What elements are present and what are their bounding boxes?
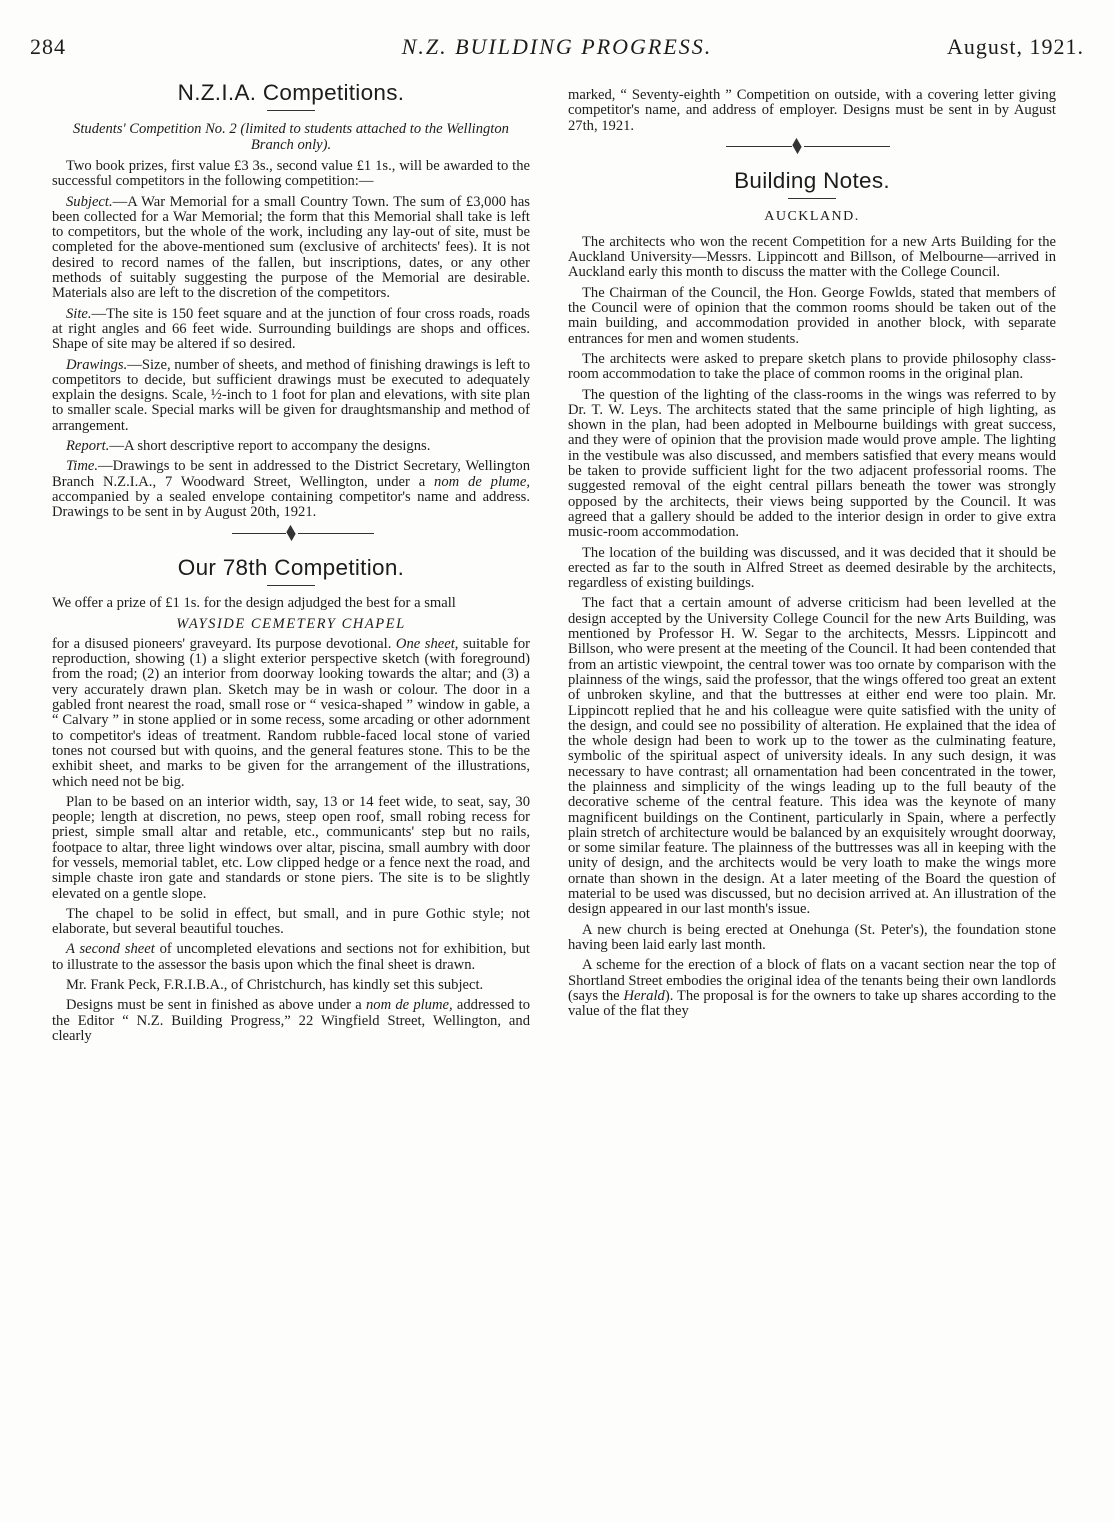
- subject-text: —A War Memorial for a small Country Town. The sum of £3,000 has been collected for a War Memorial; the form that this Memorial shall take is left to competitors, but the whole of the work, including any lay-out of site, must be completed for the above-mentioned sum (exclusive of architects' fees). It is not desired to record names of the fallen, but inscriptions, dates, or any other methods of suitably suggesting the purpose of the Memorial are desirable. Materials also are left to the discretion of the competitors.: [52, 193, 530, 302]
- herald-name: Herald: [623, 987, 665, 1004]
- competition-78-heading: Our 78th Competition.: [177, 554, 405, 580]
- competition-paragraph-6: [52, 998, 530, 1044]
- building-notes-heading: Building Notes.: [734, 167, 890, 193]
- time-label: Time.: [66, 458, 99, 475]
- nzia-site-paragraph: [52, 307, 530, 353]
- nzia-competitions-article: [52, 80, 530, 521]
- site-text: —The site is 150 feet square and at the junction of four cross roads, roads at right angles and 66 feet wide. Surrounding buildings are shops and offices. Shape of site may be altered if so desired.: [52, 305, 530, 353]
- section-divider: [52, 527, 530, 541]
- p8-text-b: ). The proposal is for the owners to take up shares according to the value of the flat they: [568, 987, 1056, 1020]
- notes-paragraph-4: The question of the lighting of the class-rooms in the wings was referred to by Dr. T. W. Leys. The architects stated that the same principle of high lighting, as shown in the plan, had been adopted in Melbourne buildings with great success, and they were of opinion that the provision made would prove ample. The lighting in the vestibule was also discussed, and members satisfied that every means would be taken to provide sufficient light for the two adjacent professorial rooms. The suggested removal of the eight central pillars beneath the tower was strongly opposed by the architects, their views being supported by the Council. It was agreed that a gallery should be added to the interior design in order to give extra music-room accommodation.: [568, 386, 1056, 541]
- notes-paragraph-8: [568, 958, 1056, 1019]
- competition-continued: marked, “ Seventy-eighth ” Competition on outside, with a covering letter giving competitor's name, and address of employer. Designs must be sent in by August 27th, 1921.: [568, 87, 1056, 134]
- heading-rule: [267, 585, 315, 586]
- p1-text-a: for a disused pioneers' graveyard. Its purpose devotional.: [52, 635, 396, 652]
- p6-text-b: addressed to the Editor “ N.Z. Building Progress,” 22 Wingfield Street, Wellington, and clearly: [52, 997, 530, 1044]
- subject-label: Subject.: [66, 193, 113, 210]
- city-subheading: AUCKLAND.: [764, 208, 860, 224]
- drawings-label: Drawings.: [66, 356, 128, 373]
- page-number: 284: [30, 34, 66, 59]
- notes-paragraph-5: The location of the building was discussed, and it was decided that it should be erected as far to the south in Alfred Street as deemed desirable by the architects, regardless of existing buildings.: [568, 544, 1056, 592]
- p8-text-a: A scheme for the erection of a block of flats on a vacant section near the top of Shortland Street embodies the original idea of the tenants being their own landlords (says the: [568, 957, 1056, 1004]
- nzia-time-paragraph: [52, 459, 530, 520]
- nzia-intro: Two book prizes, first value £3 3s., second value £1 1s., will be awarded to the successful competitors in the following competition:—: [52, 158, 530, 190]
- site-label: Site.: [66, 305, 92, 322]
- nzia-subject-paragraph: [52, 195, 530, 302]
- competition-paragraph-1: [52, 637, 530, 790]
- time-text-2: accompanied by a sealed envelope containing competitor's name and address. Drawings to be sent in by August 20th, 1921.: [52, 488, 530, 521]
- one-sheet-label: One sheet,: [395, 635, 459, 652]
- report-label: Report.: [66, 438, 110, 455]
- nzia-report-paragraph: [52, 439, 530, 454]
- notes-paragraph-3: The architects were asked to prepare sketch plans to provide philosophy class-room accommodation to take the place of common rooms in the original plan.: [568, 350, 1056, 383]
- p6-text-a: Designs must be sent in finished as above under a: [66, 997, 366, 1014]
- heading-rule: [788, 198, 836, 199]
- notes-paragraph-2: The Chairman of the Council, the Hon. George Fowlds, stated that members of the Council were of opinion that the common rooms should be taken out of the main building, and accommodation provided in another block, with separate entrances for men and women students.: [568, 284, 1056, 347]
- p6-nom-de-plume: nom de plume,: [365, 997, 453, 1014]
- competition-paragraph-4: [52, 942, 530, 973]
- time-nom-de-plume: nom de plume,: [434, 473, 530, 490]
- section-divider: [568, 140, 1056, 154]
- building-notes-article: [568, 168, 1056, 1020]
- left-column: [52, 80, 530, 1049]
- issue-date: August, 1921.: [946, 34, 1084, 59]
- competition-title: WAYSIDE CEMETERY CHAPEL: [176, 615, 406, 632]
- second-sheet-label: A second sheet: [66, 941, 155, 958]
- p4-text: of uncompleted elevations and sections not for exhibition, but to illustrate to the assessor the basis upon which the final sheet is drawn.: [52, 941, 530, 973]
- nzia-subheading: Students' Competition No. 2 (limited to students attached to the Wellington Branch only).: [73, 121, 509, 153]
- publication-title: N.Z. BUILDING PROGRESS.: [401, 34, 713, 59]
- competition-78-article: [52, 555, 530, 1045]
- heading-rule: [267, 110, 315, 111]
- competition-intro: We offer a prize of £1 1s. for the design adjudged the best for a small: [52, 594, 456, 611]
- nzia-heading: N.Z.I.A. Competitions.: [177, 80, 405, 105]
- competition-paragraph-2: Plan to be based on an interior width, say, 13 or 14 feet wide, to seat, say, 30 people; length at discretion, no pews, steep open roof, small robing recess for priest, simple small altar and retable, etc., communicants' step but no rails, footpace to altar, three light windows over altar, piscina, small aumbry with door for vessels, memorial tablet, etc. Low clipped hedge or a fence next the road, and simple chaste iron gate and standards or stone piers. The site is to be slightly elevated on a gentle slope.: [52, 793, 530, 902]
- nzia-drawings-paragraph: [52, 358, 530, 434]
- notes-paragraph-1: The architects who won the recent Competition for a new Arts Building for the Auckland University—Messrs. Lippincott and Billson, of Melbourne—arrived in Auckland early this month to discuss the matter with the College Council.: [568, 233, 1056, 281]
- time-text-1: —Drawings to be sent in addressed to the District Secretary, Wellington Branch N.Z.I.A., 7 Woodward Street, Wellington, under a: [52, 458, 530, 490]
- right-column: [568, 88, 1056, 1024]
- notes-paragraph-6: The fact that a certain amount of adverse criticism had been levelled at the design accepted by the University College Council for the new Arts Building, was mentioned by Professor H. W. Segar to the architects, Messrs. Lippincott and Billson, who were present at the meeting of the Council. It had been contended that from an artistic viewpoint, the central tower was too ornate by comparison with the plainness of the wings, said the professor, that the wings offered too great an extent of unbroken skyline, and that the buttresses at either end were too plain. Mr. Lippincott replied that he and his colleague were quite satisfied with the unity of the design, and could see no possibility of alteration. He explained that the idea of the whole design had been to work up to the tower as the culminating feature, symbolic of the spiritual aspect of university ideals. In any such design, it was necessary to have contrast; all ornamentation had been concentrated in the tower, the plainness and simplicity of the wings leading up to the full beauty of the decorative scheme of the central feature. This idea was the keynote of many magnificent buildings on the Continent, particularly in Spain, where a perfectly plain stretch of architecture would be balanced by an exquisitely wrought doorway, or some similar feature. The plainness of the buttresses was all in keeping with the unity of design, and the architects would be very loath to make the wings more ornate than shown in the design. At a later meeting of the Board the question of material to be used was discussed, but no decision arrived at. An illustration of the design appeared in our last month's issue.: [568, 595, 1056, 918]
- drawings-text: —Size, number of sheets, and method of finishing drawings is left to competitors to decide, but sufficient drawings must be executed to adequately explain the designs. Scale, ½-inch to 1 foot for plan and elevations, with site plan to smaller scale. Special marks will be given for draughtsmanship and method of arrangement.: [52, 356, 530, 434]
- notes-paragraph-7: A new church is being erected at Onehunga (St. Peter's), the foundation stone having been laid early last month.: [568, 921, 1056, 953]
- competition-paragraph-5: Mr. Frank Peck, F.R.I.B.A., of Christchurch, has kindly set this subject.: [66, 977, 484, 994]
- competition-paragraph-3: The chapel to be solid in effect, but small, and in pure Gothic style; not elaborate, but several beautiful touches.: [52, 905, 530, 938]
- p1-text-b: suitable for reproduction, showing (1) a slight exterior perspective sketch (with foreground) from the road; (2) an interior from doorway looking towards the altar; and (3) a very accurately drawn plan. Sketch may be in wash or colour. The door in a gabled front nearest the road, small rose or “ vesica-shaped ” window in gable, a “ Calvary ” in stone applied or in some recess, some arcading or other adornment to competitor's ideas of treatment. Random rubble-faced local stone of varied tones not coursed but with quoins, and the general features stone. This to be the exhibit sheet, and marks to be given for the arrangement of the illustrations, which need not be big.: [52, 635, 530, 790]
- report-text: —A short descriptive report to accompany the designs.: [109, 438, 431, 455]
- running-header: [30, 34, 1084, 66]
